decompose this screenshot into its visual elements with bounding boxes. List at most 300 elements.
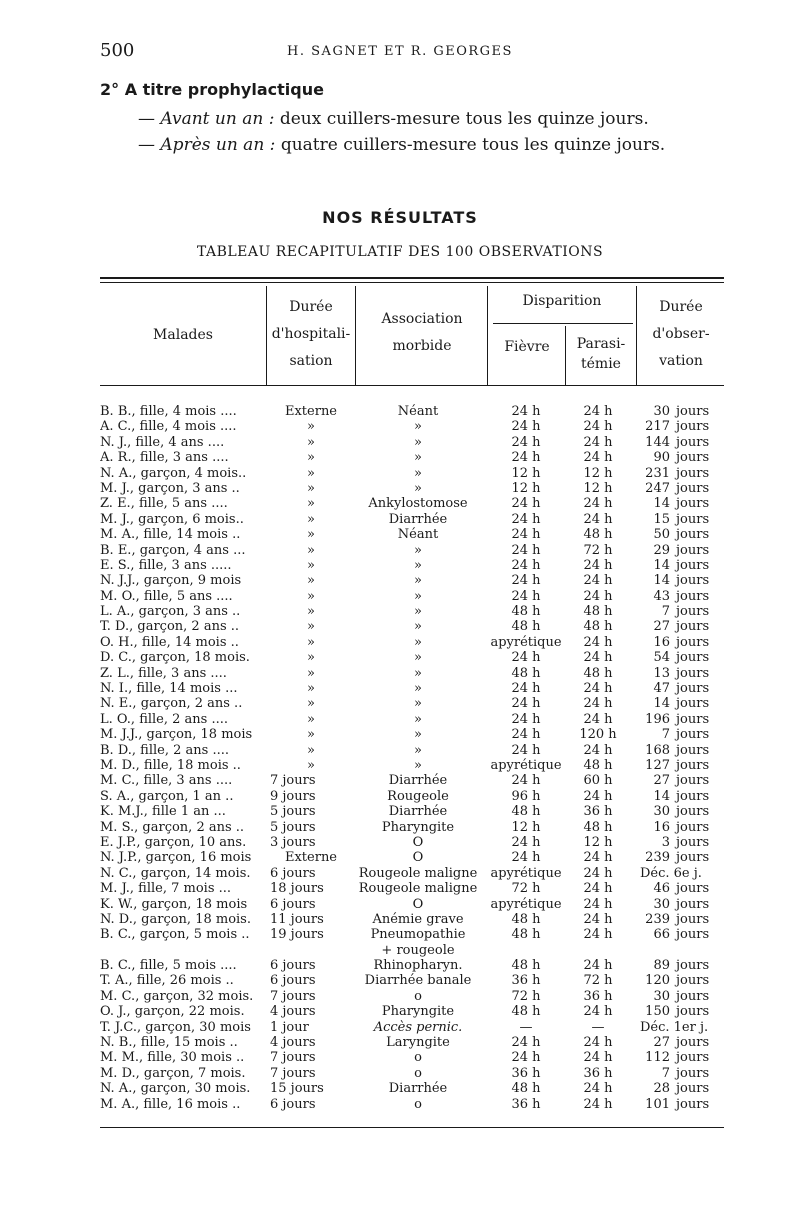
hospitalization-cell: 9 jours: [270, 788, 316, 804]
fever-cell: 48 h: [511, 1081, 541, 1097]
observation-unit: jours: [676, 573, 710, 589]
association-cell: »: [414, 696, 422, 712]
association-cell: »: [414, 573, 422, 589]
association-cell: »: [414, 588, 422, 604]
fever-cell: 24 h: [511, 404, 541, 419]
observation-unit: jours: [676, 604, 710, 620]
disparition-rule: [493, 323, 633, 324]
observation-days: 16: [653, 819, 670, 835]
patient-cell: O. H., fille, 14 mois ..: [100, 634, 239, 650]
observation-unit: jours: [676, 1081, 710, 1097]
association-cell: »: [414, 727, 422, 743]
parasitemia-cell: 48 h: [583, 665, 613, 681]
observation-unit: jours: [676, 634, 710, 650]
dose-line-after-one-year: [138, 135, 665, 155]
association-cell: O: [412, 850, 424, 866]
association-cell: Néant: [397, 404, 439, 419]
association-cell: Ankylostomose: [368, 496, 468, 512]
fever-cell: 36 h: [511, 1096, 541, 1112]
association-cell: Laryngite: [386, 1035, 450, 1051]
hospitalization-cell: »: [307, 527, 315, 543]
fever-cell: apyrétique: [490, 634, 562, 650]
table-row: [100, 558, 724, 573]
patient-cell: B. E., garçon, 4 ans ...: [100, 542, 246, 558]
hospitalization-cell: »: [307, 496, 315, 512]
fever-cell: 24 h: [511, 850, 541, 866]
observation-unit: jours: [676, 927, 710, 943]
column-divider: [636, 286, 637, 386]
observation-unit: jours: [676, 881, 710, 897]
parasitemia-cell: 24 h: [583, 1004, 613, 1020]
table-row: [100, 712, 724, 727]
header-association: [357, 306, 487, 360]
fever-cell: 48 h: [511, 927, 541, 943]
parasitemia-cell: 24 h: [583, 634, 613, 650]
parasitemia-cell: 72 h: [583, 542, 613, 558]
association-cell: Rougeole: [387, 788, 449, 804]
observation-days: 120: [645, 973, 670, 989]
parasitemia-cell: 24 h: [583, 696, 613, 712]
table-row: [100, 496, 724, 511]
observation-days: 50: [653, 527, 670, 543]
observation-days: 150: [645, 1004, 670, 1020]
patient-cell: T. J.C., garçon, 30 mois: [100, 1019, 251, 1035]
observation-days: 144: [645, 434, 670, 450]
table-top-rule: [100, 277, 724, 279]
observation-unit: jours: [676, 527, 710, 543]
parasitemia-cell: 120 h: [579, 727, 617, 743]
observation-days: 112: [645, 1050, 670, 1066]
patient-cell: L. A., garçon, 3 ans ..: [100, 604, 241, 620]
fever-cell: 24 h: [511, 419, 541, 435]
observation-days: 239: [645, 911, 670, 927]
hospitalization-cell: 6 jours: [270, 896, 316, 912]
parasitemia-cell: 24 h: [583, 419, 613, 435]
hospitalization-cell: »: [307, 557, 315, 573]
fever-cell: 24 h: [511, 496, 541, 512]
parasitemia-cell: 24 h: [583, 404, 613, 419]
patient-cell: D. C., garçon, 18 mois.: [100, 650, 250, 666]
association-cell: Diarrhée: [388, 511, 448, 527]
table-row: [100, 466, 724, 481]
observation-days: 30: [653, 804, 670, 820]
table-row: [100, 727, 724, 742]
parasitemia-cell: 24 h: [583, 1050, 613, 1066]
hospitalization-cell: »: [307, 604, 315, 620]
association-cell: o: [414, 1050, 422, 1066]
observation-unit: jours: [676, 788, 710, 804]
table-row: [100, 773, 724, 788]
fever-cell: 48 h: [511, 665, 541, 681]
association-cell: o: [414, 1065, 422, 1081]
hospitalization-cell: Externe: [284, 850, 338, 866]
observation-unit: jours: [676, 911, 710, 927]
observation-days: 14: [653, 696, 670, 712]
association-cell: »: [414, 711, 422, 727]
fever-cell: 24 h: [511, 742, 541, 758]
observation-days: 101: [645, 1096, 670, 1112]
parasitemia-cell: 12 h: [583, 834, 613, 850]
patient-cell: N. J., fille, 4 ans ....: [100, 434, 225, 450]
patient-cell: M. J., fille, 7 mois ...: [100, 881, 232, 897]
fever-cell: 24 h: [511, 727, 541, 743]
parasitemia-cell: 12 h: [583, 480, 613, 496]
observation-unit: jours: [676, 988, 710, 1004]
hospitalization-cell: 7 jours: [270, 773, 316, 789]
parasitemia-cell: 24 h: [583, 1035, 613, 1051]
association-cell: Anémie grave: [372, 911, 464, 927]
parasitemia-cell: 24 h: [583, 1096, 613, 1112]
patient-cell: E. S., fille, 3 ans .....: [100, 557, 232, 573]
table-row: [100, 635, 724, 650]
parasitemia-cell: 24 h: [583, 650, 613, 666]
hospitalization-cell: »: [307, 696, 315, 712]
header-line: d'obser-: [652, 326, 710, 342]
parasitemia-cell: 24 h: [583, 434, 613, 450]
observation-unit: jours: [676, 896, 710, 912]
table-row: [100, 850, 724, 865]
observation-unit: jours: [676, 1096, 710, 1112]
hospitalization-cell: Externe: [284, 404, 338, 419]
association-cell: Diarrhée banale: [364, 973, 472, 989]
association-cell: »: [414, 634, 422, 650]
parasitemia-cell: 24 h: [583, 850, 613, 866]
table-title: TABLEAU RECAPITULATIF DES 100 OBSERVATIONS: [196, 244, 604, 260]
observation-cell: Déc. 6e j.: [640, 865, 702, 881]
patient-cell: M. A., fille, 16 mois ..: [100, 1096, 241, 1112]
hospitalization-cell: »: [307, 619, 315, 635]
hospitalization-cell: 5 jours: [270, 819, 316, 835]
table-row: [100, 1004, 724, 1019]
observation-unit: jours: [676, 973, 710, 989]
header-malades: Malades: [153, 327, 213, 343]
fever-cell: 48 h: [511, 958, 541, 974]
table-row: [100, 573, 724, 588]
parasitemia-cell: 24 h: [583, 911, 613, 927]
association-cell: + rougeole: [381, 942, 455, 958]
observation-days: 27: [653, 619, 670, 635]
hospitalization-cell: »: [307, 450, 315, 466]
observation-days: 14: [653, 557, 670, 573]
parasitemia-cell: 48 h: [583, 527, 613, 543]
parasitemia-cell: 24 h: [583, 496, 613, 512]
observation-unit: jours: [676, 727, 710, 743]
observation-unit: jours: [676, 619, 710, 635]
hospitalization-cell: »: [307, 465, 315, 481]
observation-unit: jours: [676, 819, 710, 835]
fever-cell: apyrétique: [490, 896, 562, 912]
parasitemia-cell: 24 h: [583, 557, 613, 573]
hospitalization-cell: 19 jours: [270, 927, 324, 943]
observation-days: 30: [653, 404, 670, 419]
patient-cell: N. A., garçon, 4 mois..: [100, 465, 247, 481]
patient-cell: L. O., fille, 2 ans ....: [100, 711, 228, 727]
patient-cell: Z. E., fille, 5 ans ....: [100, 496, 228, 512]
observation-unit: jours: [676, 834, 710, 850]
table-row: [100, 958, 724, 973]
observation-unit: jours: [676, 450, 710, 466]
fever-cell: 48 h: [511, 804, 541, 820]
association-cell: Rhinopharyn.: [373, 958, 463, 974]
dose-label: — Après un an :: [138, 135, 276, 155]
patient-cell: N. J.P., garçon, 16 mois: [100, 850, 252, 866]
hospitalization-cell: 1 jour: [270, 1019, 309, 1035]
hospitalization-cell: »: [307, 542, 315, 558]
observation-unit: jours: [676, 650, 710, 666]
hospitalization-cell: 6 jours: [270, 1096, 316, 1112]
fever-cell: 24 h: [511, 588, 541, 604]
observation-days: 196: [645, 711, 670, 727]
patient-cell: M. S., garçon, 2 ans ..: [100, 819, 245, 835]
patient-cell: M. J., garçon, 6 mois..: [100, 511, 244, 527]
patient-cell: N. E., garçon, 2 ans ..: [100, 696, 243, 712]
patient-cell: A. R., fille, 3 ans ....: [100, 450, 229, 466]
table-row: [100, 989, 724, 1004]
parasitemia-cell: —: [591, 1019, 605, 1035]
header-parasitemie: [566, 334, 636, 374]
observation-days: 168: [645, 742, 670, 758]
observation-days: 47: [653, 681, 670, 697]
hospitalization-cell: 4 jours: [270, 1035, 316, 1051]
table-row: [100, 1020, 724, 1035]
fever-cell: 24 h: [511, 527, 541, 543]
table-row: [100, 804, 724, 819]
observation-unit: jours: [676, 419, 710, 435]
observation-days: 66: [653, 927, 670, 943]
parasitemia-cell: 36 h: [583, 988, 613, 1004]
observation-unit: jours: [676, 434, 710, 450]
parasitemia-cell: 72 h: [583, 973, 613, 989]
fever-cell: 24 h: [511, 1035, 541, 1051]
table-row: [100, 897, 724, 912]
parasitemia-cell: 48 h: [583, 757, 613, 773]
observation-unit: jours: [676, 711, 710, 727]
observation-days: 30: [653, 896, 670, 912]
table-row: [100, 619, 724, 634]
table-row: [100, 1035, 724, 1050]
section-heading: 2° A titre prophylactique: [100, 80, 324, 99]
dose-line-before-one-year: [138, 109, 649, 129]
association-cell: »: [414, 557, 422, 573]
association-cell: »: [414, 434, 422, 450]
parasitemia-cell: 24 h: [583, 450, 613, 466]
hospitalization-cell: 11 jours: [270, 911, 324, 927]
parasitemia-cell: 24 h: [583, 865, 613, 881]
column-divider: [355, 286, 356, 386]
header-duree-obs: [638, 294, 724, 375]
parasitemia-cell: 24 h: [583, 958, 613, 974]
fever-cell: 96 h: [511, 788, 541, 804]
table-bottom-rule: [100, 1127, 724, 1128]
hospitalization-cell: 7 jours: [270, 1065, 316, 1081]
observation-unit: jours: [676, 465, 710, 481]
table-row: [100, 866, 724, 881]
observation-unit: jours: [676, 804, 710, 820]
observation-unit: jours: [676, 1050, 710, 1066]
parasitemia-cell: 24 h: [583, 742, 613, 758]
running-head: H. SAGNET ET R. GEORGES: [287, 44, 513, 59]
header-line: morbide: [392, 338, 452, 354]
observation-days: 247: [645, 480, 670, 496]
hospitalization-cell: »: [307, 742, 315, 758]
column-divider: [266, 286, 267, 386]
observation-unit: jours: [676, 665, 710, 681]
parasitemia-cell: 24 h: [583, 1081, 613, 1097]
patient-cell: N. C., garçon, 14 mois.: [100, 865, 251, 881]
header-line: sation: [289, 353, 333, 369]
table-row: [100, 973, 724, 988]
table-row: [100, 419, 724, 434]
parasitemia-cell: 36 h: [583, 804, 613, 820]
hospitalization-cell: 6 jours: [270, 973, 316, 989]
header-fievre: Fièvre: [504, 339, 550, 355]
observation-unit: jours: [676, 496, 710, 512]
observation-days: 14: [653, 573, 670, 589]
observation-unit: jours: [676, 958, 710, 974]
association-cell: »: [414, 450, 422, 466]
patient-cell: M. M., fille, 30 mois ..: [100, 1050, 245, 1066]
association-cell: Pneumopathie: [370, 927, 466, 943]
parasitemia-cell: 24 h: [583, 927, 613, 943]
observation-days: 90: [653, 450, 670, 466]
association-cell: »: [414, 604, 422, 620]
patient-cell: E. J.P., garçon, 10 ans.: [100, 834, 247, 850]
hospitalization-cell: »: [307, 434, 315, 450]
association-cell: »: [414, 681, 422, 697]
hospitalization-cell: 4 jours: [270, 1004, 316, 1020]
table-body: [100, 404, 724, 1112]
patient-cell: M. D., fille, 18 mois ..: [100, 757, 241, 773]
fever-cell: 24 h: [511, 573, 541, 589]
association-cell: Diarrhée: [388, 804, 448, 820]
parasitemia-cell: 24 h: [583, 881, 613, 897]
observation-unit: jours: [676, 681, 710, 697]
table-row: [100, 820, 724, 835]
fever-cell: 12 h: [511, 819, 541, 835]
observation-days: 14: [653, 788, 670, 804]
header-line: d'hospitali-: [271, 326, 351, 342]
table-header-rule: [100, 385, 724, 386]
patient-cell: M. C., fille, 3 ans ....: [100, 773, 233, 789]
association-cell: o: [414, 988, 422, 1004]
table-row: [100, 743, 724, 758]
observation-unit: jours: [676, 757, 710, 773]
dose-label: — Avant un an :: [138, 109, 275, 129]
dose-text: deux cuillers-mesure tous les quinze jours.: [279, 109, 649, 129]
observation-days: 89: [653, 958, 670, 974]
association-cell: O: [412, 896, 424, 912]
table-row: [100, 943, 724, 958]
parasitemia-cell: 24 h: [583, 788, 613, 804]
table-row: [100, 835, 724, 850]
patient-cell: B. C., garçon, 5 mois ..: [100, 927, 250, 943]
observation-unit: jours: [676, 742, 710, 758]
patient-cell: K. W., garçon, 18 mois: [100, 896, 248, 912]
results-title: NOS RÉSULTATS: [322, 208, 478, 227]
parasitemia-cell: 24 h: [583, 588, 613, 604]
patient-cell: S. A., garçon, 1 an ..: [100, 788, 234, 804]
hospitalization-cell: »: [307, 511, 315, 527]
header-duree-hosp: [268, 294, 354, 375]
observation-days: 27: [653, 1035, 670, 1051]
hospitalization-cell: »: [307, 711, 315, 727]
fever-cell: 72 h: [511, 988, 541, 1004]
patient-cell: M. A., fille, 14 mois ..: [100, 527, 241, 543]
fever-cell: 24 h: [511, 434, 541, 450]
table-row: [100, 881, 724, 896]
header-line: vation: [659, 353, 703, 369]
header-line: Parasi-: [576, 336, 626, 352]
observation-unit: jours: [676, 511, 710, 527]
association-cell: »: [414, 757, 422, 773]
observation-days: 239: [645, 850, 670, 866]
hospitalization-cell: »: [307, 419, 315, 435]
hospitalization-cell: 6 jours: [270, 958, 316, 974]
hospitalization-cell: 7 jours: [270, 1050, 316, 1066]
association-cell: Diarrhée: [388, 773, 448, 789]
association-cell: Pharyngite: [381, 819, 455, 835]
fever-cell: apyrétique: [490, 757, 562, 773]
observation-days: 15: [653, 511, 670, 527]
association-cell: »: [414, 542, 422, 558]
fever-cell: 24 h: [511, 711, 541, 727]
table-row: [100, 512, 724, 527]
patient-cell: N. J.J., garçon, 9 mois: [100, 573, 242, 589]
parasitemia-cell: 12 h: [583, 465, 613, 481]
header-line: Association: [381, 311, 463, 327]
association-cell: Accès pernic.: [373, 1019, 463, 1035]
association-cell: »: [414, 650, 422, 666]
fever-cell: 48 h: [511, 911, 541, 927]
observation-unit: jours: [676, 1004, 710, 1020]
observation-unit: jours: [676, 542, 710, 558]
table-row: [100, 912, 724, 927]
header-line: Durée: [659, 299, 703, 315]
observation-unit: jours: [676, 557, 710, 573]
association-cell: »: [414, 480, 422, 496]
observation-cell: Déc. 1er j.: [640, 1019, 709, 1035]
fever-cell: 24 h: [511, 650, 541, 666]
observation-unit: jours: [676, 773, 710, 789]
table-row: [100, 527, 724, 542]
patient-cell: M. D., garçon, 7 mois.: [100, 1065, 246, 1081]
hospitalization-cell: 6 jours: [270, 865, 316, 881]
header-line: Durée: [289, 299, 333, 315]
hospitalization-cell: »: [307, 480, 315, 496]
observation-days: 231: [645, 465, 670, 481]
page-number: 500: [100, 40, 135, 61]
fever-cell: 24 h: [511, 450, 541, 466]
parasitemia-cell: 48 h: [583, 604, 613, 620]
fever-cell: —: [519, 1019, 533, 1035]
parasitemia-cell: 48 h: [583, 619, 613, 635]
table-row: [100, 1066, 724, 1081]
patient-cell: M. J.J., garçon, 18 mois: [100, 727, 253, 743]
hospitalization-cell: »: [307, 665, 315, 681]
patient-cell: M. C., garçon, 32 mois.: [100, 988, 254, 1004]
fever-cell: apyrétique: [490, 865, 562, 881]
observation-unit: jours: [676, 1035, 710, 1051]
observation-days: 7: [661, 1065, 670, 1081]
observation-days: 7: [661, 604, 670, 620]
observation-unit: jours: [676, 404, 710, 419]
patient-cell: K. M.J., fille 1 an ...: [100, 804, 226, 820]
table-row: [100, 1050, 724, 1065]
observation-unit: jours: [676, 588, 710, 604]
table-top-rule-thin: [100, 282, 724, 283]
parasitemia-cell: 24 h: [583, 896, 613, 912]
table-row: [100, 404, 724, 419]
